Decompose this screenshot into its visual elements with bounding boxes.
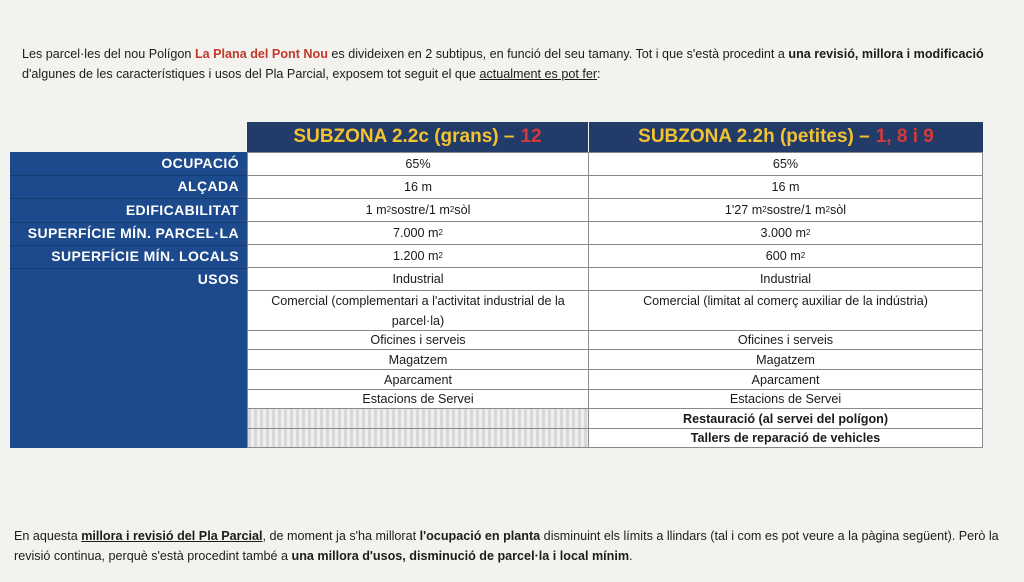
cell-h-usos-4: Magatzem xyxy=(588,349,983,370)
edif-h-part-d: sòl xyxy=(830,203,847,217)
header-h-label: SUBZONA 2.2h (petites) – xyxy=(638,126,870,147)
label-alcada: ALÇADA xyxy=(177,178,239,194)
outro-bold-ocupacio: l'ocupació en planta xyxy=(419,529,541,543)
outro-bold-underlined: millora i revisió del Pla Parcial xyxy=(81,529,263,543)
cell-c-edificabilitat: 1 m 2 sostre/1 m 2 sòl xyxy=(247,198,589,222)
intro-text-1: Les parcel·les del nou Polígon xyxy=(22,47,195,61)
cell-c-sup-locals: 1.200 m 2 xyxy=(247,244,589,268)
header-subzona-h xyxy=(589,122,983,152)
cell-h-usos-5: Aparcament xyxy=(588,369,983,390)
intro-place-name: La Plana del Pont Nou xyxy=(194,47,328,61)
cell-c-usos-3: Oficines i serveis xyxy=(247,330,589,350)
header-h-numbers: 1, 8 i 9 xyxy=(875,126,934,147)
cell-h-sup-parcela: 3.000 m 2 xyxy=(588,221,983,245)
sup-locals-c-value: 1.200 m xyxy=(393,249,439,263)
cell-h-sup-locals: 600 m 2 xyxy=(588,244,983,268)
intro-underlined: actualment es pot fer xyxy=(479,67,598,81)
cell-h-usos-1: Industrial xyxy=(588,267,983,291)
cell-h-edificabilitat: 1'27 m 2 sostre/1 m 2 sòl xyxy=(588,198,983,222)
label-ocupacio: OCUPACIÓ xyxy=(161,155,239,171)
outro-text-4: . xyxy=(629,549,633,563)
sup-parcela-c-value: 7.000 m xyxy=(393,226,439,240)
cell-c-sup-parcela: 7.000 m 2 xyxy=(247,221,589,245)
intro-text-4: : xyxy=(597,67,601,81)
intro-text-2: es divideixen en 2 subtipus, en funció del seu tamany. Tot i que s'està procedint a xyxy=(327,47,789,61)
outro-paragraph xyxy=(14,526,1014,566)
label-edificabilitat: EDIFICABILITAT xyxy=(125,202,239,218)
sup-locals-h-value: 600 m xyxy=(765,249,801,263)
cell-c-usos-1: Industrial xyxy=(247,267,589,291)
cell-h-usos-6: Estacions de Servei xyxy=(588,389,983,409)
cell-c-ocupacio: 65% xyxy=(247,152,589,176)
cell-c-redacted-2 xyxy=(247,428,589,448)
header-c-numbers: 12 xyxy=(520,126,542,147)
edif-c-part-b: sostre/1 m xyxy=(391,203,450,217)
cell-h-usos-3: Oficines i serveis xyxy=(588,330,983,350)
cell-c-redacted-1 xyxy=(247,408,589,429)
edif-h-part-b: sostre/1 m xyxy=(766,203,826,217)
intro-bold-revision: una revisió, millora i modificació xyxy=(788,47,984,61)
label-usos: USOS xyxy=(197,271,239,287)
header-subzona-c xyxy=(247,122,588,152)
sup-parcela-h-value: 3.000 m xyxy=(760,226,807,240)
cell-c-alcada: 16 m xyxy=(247,175,589,199)
edif-h-part-a: 1'27 m xyxy=(724,203,763,217)
cell-h-usos-7: Restauració (al servei del polígon) xyxy=(588,408,983,429)
edif-c-part-d: sòl xyxy=(454,203,471,217)
cell-h-usos-8: Tallers de reparació de vehicles xyxy=(588,428,983,448)
cell-c-usos-2: Comercial (complementari a l'activitat industrial de la parcel·la) xyxy=(247,290,589,331)
cell-c-usos-6: Estacions de Servei xyxy=(247,389,589,409)
label-superficie-parcela: SUPERFÍCIE MÍN. PARCEL·LA xyxy=(27,225,239,241)
edif-c-part-a: 1 m xyxy=(365,203,387,217)
outro-text-1: En aquesta xyxy=(14,529,82,543)
row-labels-column xyxy=(10,152,247,448)
cell-c-usos-5: Aparcament xyxy=(247,369,589,390)
header-c-label: SUBZONA 2.2c (grans) – xyxy=(293,126,515,147)
cell-c-usos-4: Magatzem xyxy=(247,349,589,370)
cell-h-alcada: 16 m xyxy=(588,175,983,199)
outro-text-2: , de moment ja s'ha millorat xyxy=(262,529,420,543)
intro-text-3: d'algunes de les característiques i usos del Pla Parcial, exposem tot seguit el que xyxy=(22,67,480,81)
cell-h-usos-2: Comercial (limitat al comerç auxiliar de la indústria) xyxy=(588,290,983,331)
outro-text-3: disminuint els límits a llindars (tal i com es pot veure a la pàgina següent). Però la revisió continua, perquè s'està procedint també a xyxy=(14,529,999,563)
cell-h-ocupacio: 65% xyxy=(588,152,983,176)
outro-bold-millora: una millora d'usos, disminució de parcel·la i local mínim xyxy=(291,549,630,563)
label-superficie-locals: SUPERFÍCIE MÍN. LOCALS xyxy=(51,248,239,264)
intro-paragraph xyxy=(22,44,1012,84)
